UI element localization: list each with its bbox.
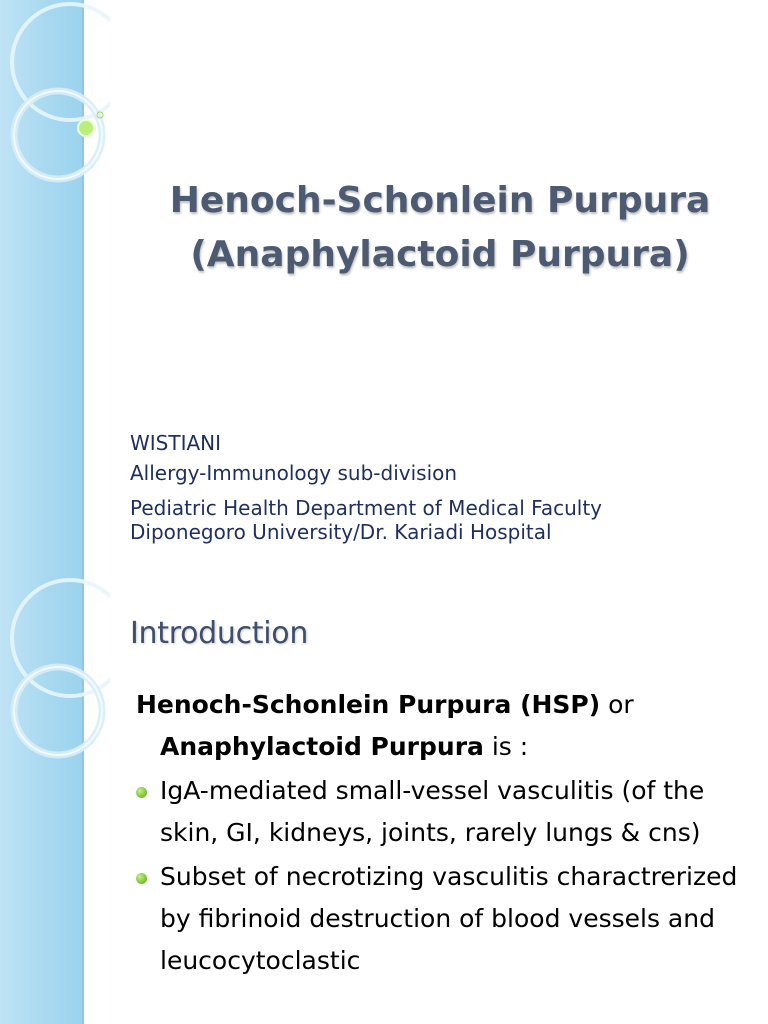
author-name: WISTIANI (130, 431, 222, 455)
bullet-text: Subset of necrotizing vasculitis charactrerized by fibrinoid destruction of blood vessels and leucocytoclastic (160, 862, 738, 975)
slide-title (130, 174, 750, 282)
title-line-2: (Anaphylactoid Purpura) (190, 234, 690, 275)
lead-suffix: is : (483, 732, 529, 761)
bullet-icon (136, 873, 147, 884)
term-anaphylactoid: Anaphylactoid Purpura (160, 732, 484, 761)
decorative-rings (0, 0, 110, 200)
department-name: Pediatric Health Department of Medical Faculty (130, 496, 602, 520)
institution-name: Diponegoro University/Dr. Kariadi Hospital (130, 520, 552, 544)
bullet-icon (136, 787, 147, 798)
title-line-1: Henoch-Schonlein Purpura (169, 180, 711, 221)
author-block (130, 428, 750, 544)
bullet-text: IgA-mediated small-vessel vasculitis (of the skin, GI, kidneys, joints, rarely lungs & cns) (160, 776, 705, 847)
list-item (136, 770, 756, 854)
definition-lead (136, 684, 756, 768)
decorative-rings (0, 576, 110, 776)
section-heading: Introduction (130, 616, 309, 651)
connector-text: or (600, 690, 634, 719)
term-hsp: Henoch-Schonlein Purpura (HSP) (136, 690, 601, 719)
bullet-list (136, 770, 756, 982)
introduction-slide (0, 576, 768, 1024)
division-name: Allergy-Immunology sub-division (130, 461, 458, 485)
list-item (136, 856, 756, 982)
slide-body (136, 684, 756, 982)
